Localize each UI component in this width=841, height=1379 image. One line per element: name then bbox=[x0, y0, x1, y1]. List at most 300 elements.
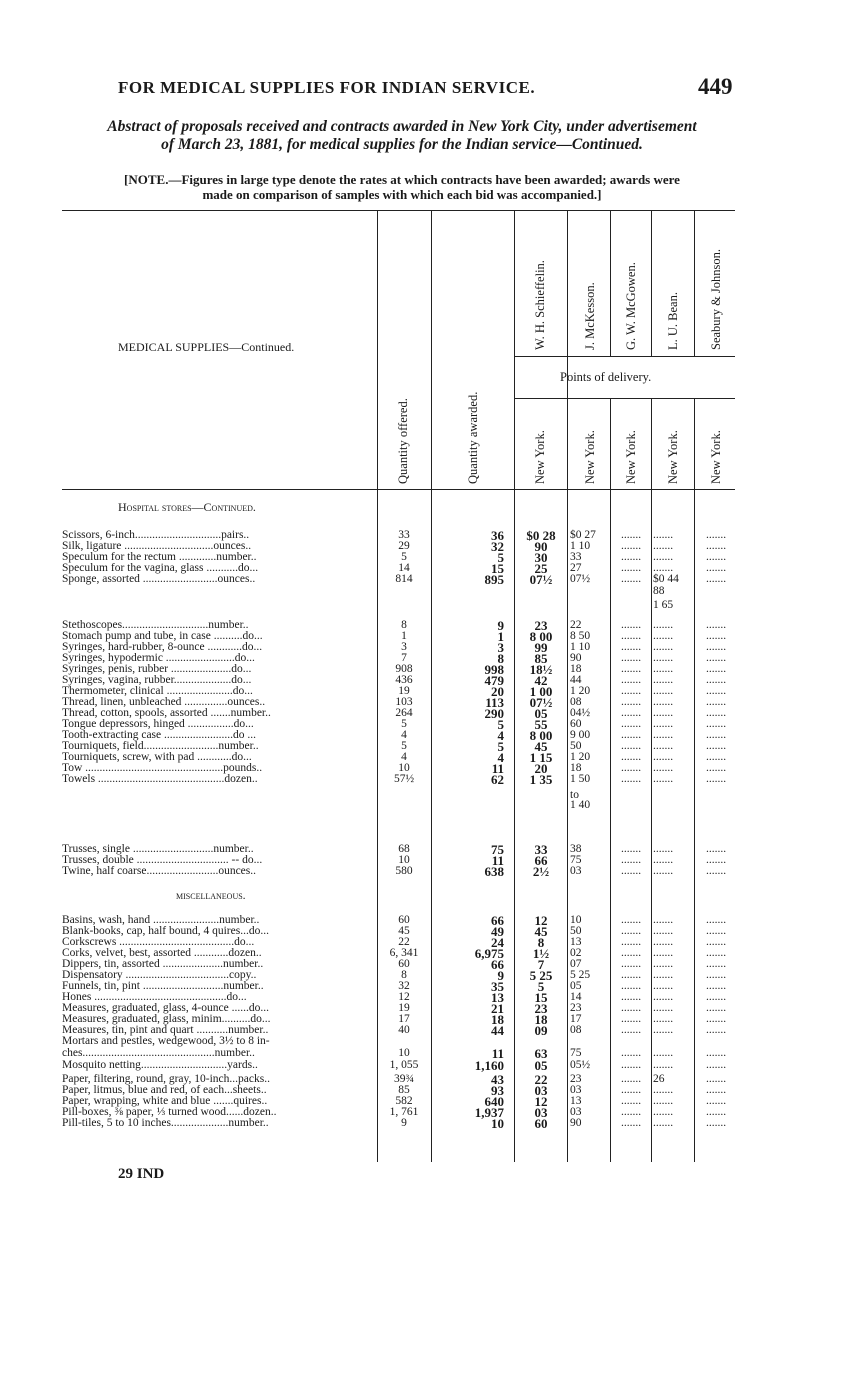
rate-mcgowen: ....... bbox=[620, 619, 642, 631]
quantity-awarded: 18 bbox=[491, 1012, 504, 1027]
rate-schieffelin: 66 bbox=[534, 853, 548, 868]
rate-seabury: ....... bbox=[705, 969, 727, 981]
rate-mckesson: 23 bbox=[570, 1073, 582, 1085]
rate-seabury: ....... bbox=[705, 1084, 727, 1096]
rate-mckesson: 03 bbox=[570, 1084, 582, 1096]
item-description: Stomach pump and tube, in case ..........do... bbox=[62, 631, 263, 642]
rate-schieffelin: 7 bbox=[537, 957, 545, 972]
rate-bean: ....... bbox=[653, 843, 674, 855]
quantity-awarded: 20 bbox=[491, 684, 504, 699]
rate-seabury: ....... bbox=[705, 652, 727, 664]
rate-bean: ....... bbox=[653, 865, 674, 877]
rate-mckesson: 50 bbox=[570, 740, 582, 752]
quantity-awarded: 1,160 bbox=[474, 1058, 504, 1073]
rate-seabury: ....... bbox=[705, 1073, 727, 1085]
item-description: Dippers, tin, assorted .....................number.. bbox=[62, 959, 264, 970]
rate-mckesson: 75 bbox=[570, 1047, 582, 1059]
rate-mckesson: 18 bbox=[570, 663, 582, 675]
rate-bean: 1 65 bbox=[653, 599, 674, 611]
rate-seabury: ....... bbox=[705, 762, 727, 774]
table-row bbox=[0, 586, 841, 597]
quantity-offered: 33 bbox=[398, 529, 410, 541]
rate-schieffelin: 85 bbox=[534, 651, 548, 666]
rate-bean: ....... bbox=[653, 685, 674, 697]
quantity-awarded: 4 bbox=[497, 728, 504, 743]
quantity-awarded: 43 bbox=[491, 1072, 504, 1087]
rate-bean: $0 44 bbox=[653, 573, 679, 585]
rate-mckesson: 1 20 bbox=[570, 751, 591, 763]
rate-schieffelin: 45 bbox=[534, 924, 548, 939]
rate-mcgowen: ....... bbox=[620, 1073, 642, 1085]
rate-mcgowen: ....... bbox=[620, 1024, 642, 1036]
rate-mcgowen: ....... bbox=[620, 1106, 642, 1118]
rate-mcgowen: ....... bbox=[620, 980, 642, 992]
rate-seabury: ....... bbox=[705, 718, 727, 730]
rate-seabury: ....... bbox=[705, 696, 727, 708]
quantity-offered: 19 bbox=[398, 1002, 410, 1014]
rate-bean: 88 bbox=[653, 585, 665, 597]
quantity-awarded: 640 bbox=[484, 1094, 504, 1109]
quantity-awarded: 113 bbox=[485, 695, 504, 710]
rate-mckesson: 90 bbox=[570, 652, 582, 664]
item-description: Tourniquets, field..........................number.. bbox=[62, 741, 259, 752]
rate-mcgowen: ....... bbox=[620, 1117, 642, 1129]
rate-bean: ....... bbox=[653, 914, 674, 926]
rate-seabury: ....... bbox=[705, 914, 727, 926]
rate-bean: ....... bbox=[653, 740, 674, 752]
quantity-awarded: 3 bbox=[497, 640, 504, 655]
item-description: Paper, litmus, blue and red, of each...sheets.. bbox=[62, 1085, 267, 1096]
rate-mckesson: 75 bbox=[570, 854, 582, 866]
rate-seabury: ....... bbox=[705, 1059, 727, 1071]
delivery-new-york: New York. bbox=[583, 430, 597, 484]
rate-schieffelin: 1½ bbox=[532, 946, 550, 961]
rate-mckesson: 18 bbox=[570, 762, 582, 774]
rate-mcgowen: ....... bbox=[620, 718, 642, 730]
rate-bean: ....... bbox=[653, 1013, 674, 1025]
table-row bbox=[0, 1048, 841, 1059]
quantity-awarded: 479 bbox=[484, 673, 504, 688]
rate-seabury: ....... bbox=[705, 925, 727, 937]
quantity-offered: 4 bbox=[401, 751, 407, 763]
table-row bbox=[0, 1036, 841, 1047]
item-description: Basins, wash, hand .......................number.. bbox=[62, 915, 260, 926]
rate-bean: ....... bbox=[653, 980, 674, 992]
rate-mckesson: 1 10 bbox=[570, 540, 591, 552]
rate-bean: ....... bbox=[653, 551, 674, 563]
rate-mcgowen: ....... bbox=[620, 751, 642, 763]
rate-bean: 26 bbox=[653, 1073, 665, 1085]
quantity-offered: 908 bbox=[395, 663, 413, 675]
quantity-offered: 68 bbox=[398, 843, 410, 855]
quantity-offered: 1 bbox=[401, 630, 407, 642]
item-description: ches..............................................number.. bbox=[62, 1048, 255, 1059]
quantity-offered: 60 bbox=[398, 958, 410, 970]
item-description: Measures, tin, pint and quart ...........number.. bbox=[62, 1025, 269, 1036]
rate-bean: ....... bbox=[653, 991, 674, 1003]
rate-mckesson: 07½ bbox=[570, 573, 591, 585]
rate-schieffelin: 18½ bbox=[529, 662, 553, 677]
bidder-seabury-johnson: Seabury & Johnson. bbox=[709, 248, 723, 350]
rate-mcgowen: ....... bbox=[620, 1095, 642, 1107]
quantity-awarded: 1,937 bbox=[474, 1105, 504, 1120]
rate-bean: ....... bbox=[653, 619, 674, 631]
rate-bean: ....... bbox=[653, 1117, 674, 1129]
quantity-offered: 10 bbox=[398, 854, 410, 866]
quantity-offered: 29 bbox=[398, 540, 410, 552]
rate-schieffelin: 90 bbox=[534, 539, 548, 554]
quantity-awarded: 6,975 bbox=[474, 946, 504, 961]
rate-schieffelin: 30 bbox=[534, 550, 548, 565]
rate-bean: ....... bbox=[653, 936, 674, 948]
quantity-awarded: 93 bbox=[491, 1083, 504, 1098]
rate-schieffelin: 12 bbox=[534, 913, 548, 928]
rate-seabury: ....... bbox=[705, 854, 727, 866]
quantity-offered: 60 bbox=[398, 914, 410, 926]
delivery-new-york: New York. bbox=[709, 430, 723, 484]
table-row bbox=[0, 574, 841, 585]
item-description: Tongue depressors, hinged ................do... bbox=[62, 719, 254, 730]
rate-mckesson: 03 bbox=[570, 1106, 582, 1118]
table-row bbox=[0, 600, 841, 611]
rate-seabury: ....... bbox=[705, 551, 727, 563]
rate-bean: ....... bbox=[653, 652, 674, 664]
table-row bbox=[0, 1025, 841, 1036]
rate-schieffelin: 5 bbox=[537, 979, 545, 994]
quantity-awarded: 5 bbox=[497, 550, 504, 565]
rate-seabury: ....... bbox=[705, 630, 727, 642]
item-description: Hones ..............................................do... bbox=[62, 992, 247, 1003]
rate-mcgowen: ....... bbox=[620, 1013, 642, 1025]
quantity-awarded: 4 bbox=[497, 750, 504, 765]
item-description: Pill-tiles, 5 to 10 inches....................number.. bbox=[62, 1118, 269, 1129]
quantity-awarded: 5 bbox=[497, 717, 504, 732]
rate-mcgowen: ....... bbox=[620, 1047, 642, 1059]
rate-seabury: ....... bbox=[705, 740, 727, 752]
rate-seabury: ....... bbox=[705, 573, 727, 585]
rate-mckesson: $0 27 bbox=[570, 529, 596, 541]
rate-mckesson: 1 50 bbox=[570, 773, 591, 785]
rate-bean: ....... bbox=[653, 1024, 674, 1036]
rate-schieffelin: 60 bbox=[534, 1116, 548, 1131]
col-divider-mcgowen-top bbox=[610, 210, 611, 356]
rate-mckesson: 27 bbox=[570, 562, 582, 574]
item-description: Tooth-extracting case ........................do ... bbox=[62, 730, 257, 741]
rate-mcgowen: ....... bbox=[620, 854, 642, 866]
quantity-awarded: 11 bbox=[491, 853, 504, 868]
rate-schieffelin: 2½ bbox=[532, 864, 550, 879]
rate-seabury: ....... bbox=[705, 707, 727, 719]
item-description: Scissors, 6-inch..............................pairs.. bbox=[62, 530, 250, 541]
note-line-2: made on comparison of samples with which each bid was accompanied.] bbox=[202, 187, 602, 202]
rate-schieffelin: 33 bbox=[534, 842, 548, 857]
quantity-offered: 814 bbox=[395, 573, 413, 585]
item-description: Thread, linen, unbleached ...............ounces.. bbox=[62, 697, 266, 708]
quantity-awarded: 36 bbox=[491, 528, 504, 543]
quantity-offered: 3 bbox=[401, 641, 407, 653]
rate-bean: ....... bbox=[653, 630, 674, 642]
points-rule bbox=[514, 398, 735, 399]
rate-bean: ....... bbox=[653, 958, 674, 970]
rate-seabury: ....... bbox=[705, 773, 727, 785]
rate-bean: ....... bbox=[653, 751, 674, 763]
quantity-offered: 580 bbox=[395, 865, 413, 877]
item-description: Measures, graduated, glass, minim..........do... bbox=[62, 1014, 271, 1025]
rate-mckesson: 02 bbox=[570, 947, 582, 959]
rate-schieffelin: 23 bbox=[534, 618, 548, 633]
quantity-offered: 17 bbox=[398, 1013, 410, 1025]
quantity-offered: 45 bbox=[398, 925, 410, 937]
quantity-awarded: 998 bbox=[484, 662, 504, 677]
item-description: Tow ................................................pounds.. bbox=[62, 763, 263, 774]
rate-mckesson: 33 bbox=[570, 551, 582, 563]
quantity-awarded: 66 bbox=[491, 913, 504, 928]
rate-bean: ....... bbox=[653, 1084, 674, 1096]
rate-schieffelin: 1 15 bbox=[529, 750, 553, 765]
rate-seabury: ....... bbox=[705, 540, 727, 552]
col-divider-seabury-top bbox=[694, 210, 695, 356]
rate-seabury: ....... bbox=[705, 1002, 727, 1014]
rate-schieffelin: 05 bbox=[534, 1058, 548, 1073]
rate-mckesson: 05½ bbox=[570, 1059, 591, 1071]
rate-mckesson: 1 10 bbox=[570, 641, 591, 653]
rate-schieffelin: 1 00 bbox=[529, 684, 553, 699]
rate-mcgowen: ....... bbox=[620, 958, 642, 970]
rate-mcgowen: ....... bbox=[620, 707, 642, 719]
rate-mcgowen: ....... bbox=[620, 1084, 642, 1096]
quantity-offered: 7 bbox=[401, 652, 407, 664]
rate-schieffelin: 8 bbox=[537, 935, 545, 950]
quantity-offered: 40 bbox=[398, 1024, 410, 1036]
bidder-bean: L. U. Bean. bbox=[666, 292, 680, 350]
rate-mckesson: 07 bbox=[570, 958, 582, 970]
quantity-offered: 264 bbox=[395, 707, 413, 719]
rate-bean: ....... bbox=[653, 762, 674, 774]
item-description: Speculum for the vagina, glass ...........do... bbox=[62, 563, 259, 574]
rate-schieffelin: 18 bbox=[534, 1012, 548, 1027]
rate-mckesson: 13 bbox=[570, 936, 582, 948]
rate-schieffelin: 05 bbox=[534, 706, 548, 721]
rate-seabury: ....... bbox=[705, 947, 727, 959]
rate-mcgowen: ....... bbox=[620, 551, 642, 563]
item-description: Syringes, vagina, rubber....................do... bbox=[62, 675, 252, 686]
rate-seabury: ....... bbox=[705, 1047, 727, 1059]
rate-bean: ....... bbox=[653, 707, 674, 719]
quantity-offered: 5 bbox=[401, 718, 407, 730]
rate-seabury: ....... bbox=[705, 1024, 727, 1036]
item-description: Mosquito netting..............................yards.. bbox=[62, 1060, 258, 1071]
rate-schieffelin: 5 25 bbox=[529, 968, 553, 983]
rate-mcgowen: ....... bbox=[620, 843, 642, 855]
item-description: Syringes, hypodermic ........................do... bbox=[62, 653, 255, 664]
quantity-awarded: 49 bbox=[491, 924, 504, 939]
rate-mcgowen: ....... bbox=[620, 674, 642, 686]
rate-mckesson: 9 00 bbox=[570, 729, 591, 741]
medical-supplies-header: MEDICAL SUPPLIES—Continued. bbox=[118, 340, 295, 354]
rate-schieffelin: 03 bbox=[534, 1105, 548, 1120]
rate-seabury: ....... bbox=[705, 1095, 727, 1107]
quantity-offered: 1, 055 bbox=[389, 1059, 419, 1071]
rate-seabury: ....... bbox=[705, 1117, 727, 1129]
quantity-offered: 5 bbox=[401, 740, 407, 752]
section-miscellaneous: miscellaneous. bbox=[176, 888, 246, 902]
quantity-offered: 57½ bbox=[393, 773, 415, 785]
delivery-new-york: New York. bbox=[624, 430, 638, 484]
quantity-awarded: 11 bbox=[491, 1046, 504, 1061]
note bbox=[62, 172, 742, 202]
quantity-awarded: 9 bbox=[497, 968, 504, 983]
rate-mckesson: 17 bbox=[570, 1013, 582, 1025]
item-description: Corks, velvet, best, assorted ............dozen.. bbox=[62, 948, 262, 959]
quantity-awarded: 13 bbox=[491, 990, 504, 1005]
quantity-offered: 12 bbox=[398, 991, 410, 1003]
rate-mcgowen: ....... bbox=[620, 685, 642, 697]
quantity-awarded: 75 bbox=[491, 842, 504, 857]
quantity-offered: 10 bbox=[398, 762, 410, 774]
rate-mckesson: 13 bbox=[570, 1095, 582, 1107]
rate-seabury: ....... bbox=[705, 1013, 727, 1025]
item-description: Tourniquets, screw, with pad ............do... bbox=[62, 752, 252, 763]
rate-bean: ....... bbox=[653, 729, 674, 741]
rate-mcgowen: ....... bbox=[620, 1059, 642, 1071]
rate-seabury: ....... bbox=[705, 1106, 727, 1118]
delivery-new-york: New York. bbox=[666, 430, 680, 484]
quantity-offered: 436 bbox=[395, 674, 413, 686]
rate-mcgowen: ....... bbox=[620, 529, 642, 541]
quantity-awarded: 895 bbox=[484, 572, 504, 587]
rate-mcgowen: ....... bbox=[620, 652, 642, 664]
note-line-1: [NOTE.—Figures in large type denote the rates at which contracts have been awarded; awards were bbox=[124, 172, 680, 187]
abstract-title bbox=[62, 118, 742, 154]
item-description: Pill-boxes, ⅜ paper, ⅓ turned wood......dozen.. bbox=[62, 1107, 277, 1118]
col-divider-bean-top bbox=[651, 210, 652, 356]
rate-mcgowen: ....... bbox=[620, 762, 642, 774]
item-description: Paper, wrapping, white and blue .......quires.. bbox=[62, 1096, 268, 1107]
quantity-awarded: 32 bbox=[491, 539, 504, 554]
rate-bean: ....... bbox=[653, 773, 674, 785]
quantity-offered: 19 bbox=[398, 685, 410, 697]
rate-bean: ....... bbox=[653, 969, 674, 981]
quantity-offered-header: Quantity offered. bbox=[396, 398, 410, 484]
quantity-offered: 85 bbox=[398, 1084, 410, 1096]
bidder-mcgowen: G. W. McGowen. bbox=[624, 262, 638, 350]
item-description: Trusses, single ............................number.. bbox=[62, 844, 254, 855]
rate-mcgowen: ....... bbox=[620, 729, 642, 741]
rate-schieffelin: 23 bbox=[534, 1001, 548, 1016]
item-description: Mortars and pestles, wedgewood, 3½ to 8 in- bbox=[62, 1036, 270, 1047]
item-description: Funnels, tin, pint ............................number.. bbox=[62, 981, 264, 992]
rate-mckesson: 5 25 bbox=[570, 969, 591, 981]
rate-mckesson: 44 bbox=[570, 674, 582, 686]
quantity-awarded: 11 bbox=[491, 761, 504, 776]
rate-bean: ....... bbox=[653, 1095, 674, 1107]
item-description: Paper, filtering, round, gray, 10-inch...packs.. bbox=[62, 1074, 270, 1085]
rate-schieffelin: 63 bbox=[534, 1046, 548, 1061]
quantity-offered: 22 bbox=[398, 936, 410, 948]
item-description: Thread, cotton, spools, assorted .......number.. bbox=[62, 708, 271, 719]
rate-schieffelin: 55 bbox=[534, 717, 548, 732]
rate-bean: ....... bbox=[653, 1059, 674, 1071]
rate-bean: ....... bbox=[653, 529, 674, 541]
rate-mcgowen: ....... bbox=[620, 1002, 642, 1014]
rate-bean: ....... bbox=[653, 540, 674, 552]
rate-schieffelin: 1 35 bbox=[529, 772, 553, 787]
rate-schieffelin: 07½ bbox=[529, 572, 553, 587]
bidder-schieffelin: W. H. Schieffelin. bbox=[533, 260, 547, 350]
quantity-awarded: 62 bbox=[491, 772, 504, 787]
item-description: Silk, ligature ...............................ounces.. bbox=[62, 541, 252, 552]
quantity-awarded: 5 bbox=[497, 739, 504, 754]
rate-mckesson: 04½ bbox=[570, 707, 591, 719]
page-number: 449 bbox=[698, 74, 733, 99]
rate-schieffelin: 20 bbox=[534, 761, 548, 776]
rate-mckesson: 08 bbox=[570, 696, 582, 708]
rate-schieffelin: 45 bbox=[534, 739, 548, 754]
item-description: Trusses, double ................................ -- do... bbox=[62, 855, 263, 866]
quantity-offered: 5 bbox=[401, 551, 407, 563]
rate-mcgowen: ....... bbox=[620, 865, 642, 877]
rate-mckesson: 23 bbox=[570, 1002, 582, 1014]
rate-mcgowen: ....... bbox=[620, 936, 642, 948]
rate-mckesson: 8 50 bbox=[570, 630, 591, 642]
item-description: Stethoscopes..............................number.. bbox=[62, 620, 249, 631]
rate-schieffelin: $0 28 bbox=[526, 528, 556, 543]
rate-mckesson: 1 20 bbox=[570, 685, 591, 697]
rate-seabury: ....... bbox=[705, 865, 727, 877]
quantity-awarded: 8 bbox=[497, 651, 504, 666]
rate-mckesson: 90 bbox=[570, 1117, 582, 1129]
table-row bbox=[0, 1060, 841, 1071]
quantity-awarded-header: Quantity awarded. bbox=[466, 391, 480, 484]
rate-mckesson: 50 bbox=[570, 925, 582, 937]
quantity-offered: 6, 341 bbox=[389, 947, 419, 959]
quantity-offered: 9 bbox=[401, 1117, 407, 1129]
rate-mckesson: 22 bbox=[570, 619, 582, 631]
rate-seabury: ....... bbox=[705, 991, 727, 1003]
rate-mcgowen: ....... bbox=[620, 991, 642, 1003]
item-description: Blank-books, cap, half bound, 4 quires...do... bbox=[62, 926, 269, 937]
quantity-awarded: 21 bbox=[491, 1001, 504, 1016]
quantity-offered: 8 bbox=[401, 969, 407, 981]
rate-bean: ....... bbox=[653, 1047, 674, 1059]
rate-schieffelin: 12 bbox=[534, 1094, 548, 1109]
quantity-awarded: 10 bbox=[491, 1116, 504, 1131]
rate-mcgowen: ....... bbox=[620, 969, 642, 981]
quantity-offered: 32 bbox=[398, 980, 410, 992]
rate-schieffelin: 99 bbox=[534, 640, 548, 655]
rate-mcgowen: ....... bbox=[620, 663, 642, 675]
quantity-awarded: 1 bbox=[497, 629, 504, 644]
quantity-awarded: 638 bbox=[484, 864, 504, 879]
rate-seabury: ....... bbox=[705, 663, 727, 675]
item-description: Dispensatory ....................................copy.. bbox=[62, 970, 257, 981]
table-row bbox=[0, 774, 841, 785]
rate-schieffelin: 03 bbox=[534, 1083, 548, 1098]
rate-seabury: ....... bbox=[705, 843, 727, 855]
signature-footer: 29 IND bbox=[118, 1166, 165, 1182]
delivery-new-york: New York. bbox=[533, 430, 547, 484]
rate-mckesson: 60 bbox=[570, 718, 582, 730]
item-description: Sponge, assorted ..........................ounces.. bbox=[62, 574, 256, 585]
rate-seabury: ....... bbox=[705, 751, 727, 763]
item-description: Syringes, hard-rubber, 8-ounce ............do... bbox=[62, 642, 263, 653]
rate-mcgowen: ....... bbox=[620, 914, 642, 926]
rate-seabury: ....... bbox=[705, 562, 727, 574]
bidders-rule bbox=[514, 356, 735, 357]
rate-mckesson: 14 bbox=[570, 991, 582, 1003]
quantity-offered: 39¾ bbox=[393, 1073, 415, 1085]
rate-seabury: ....... bbox=[705, 729, 727, 741]
